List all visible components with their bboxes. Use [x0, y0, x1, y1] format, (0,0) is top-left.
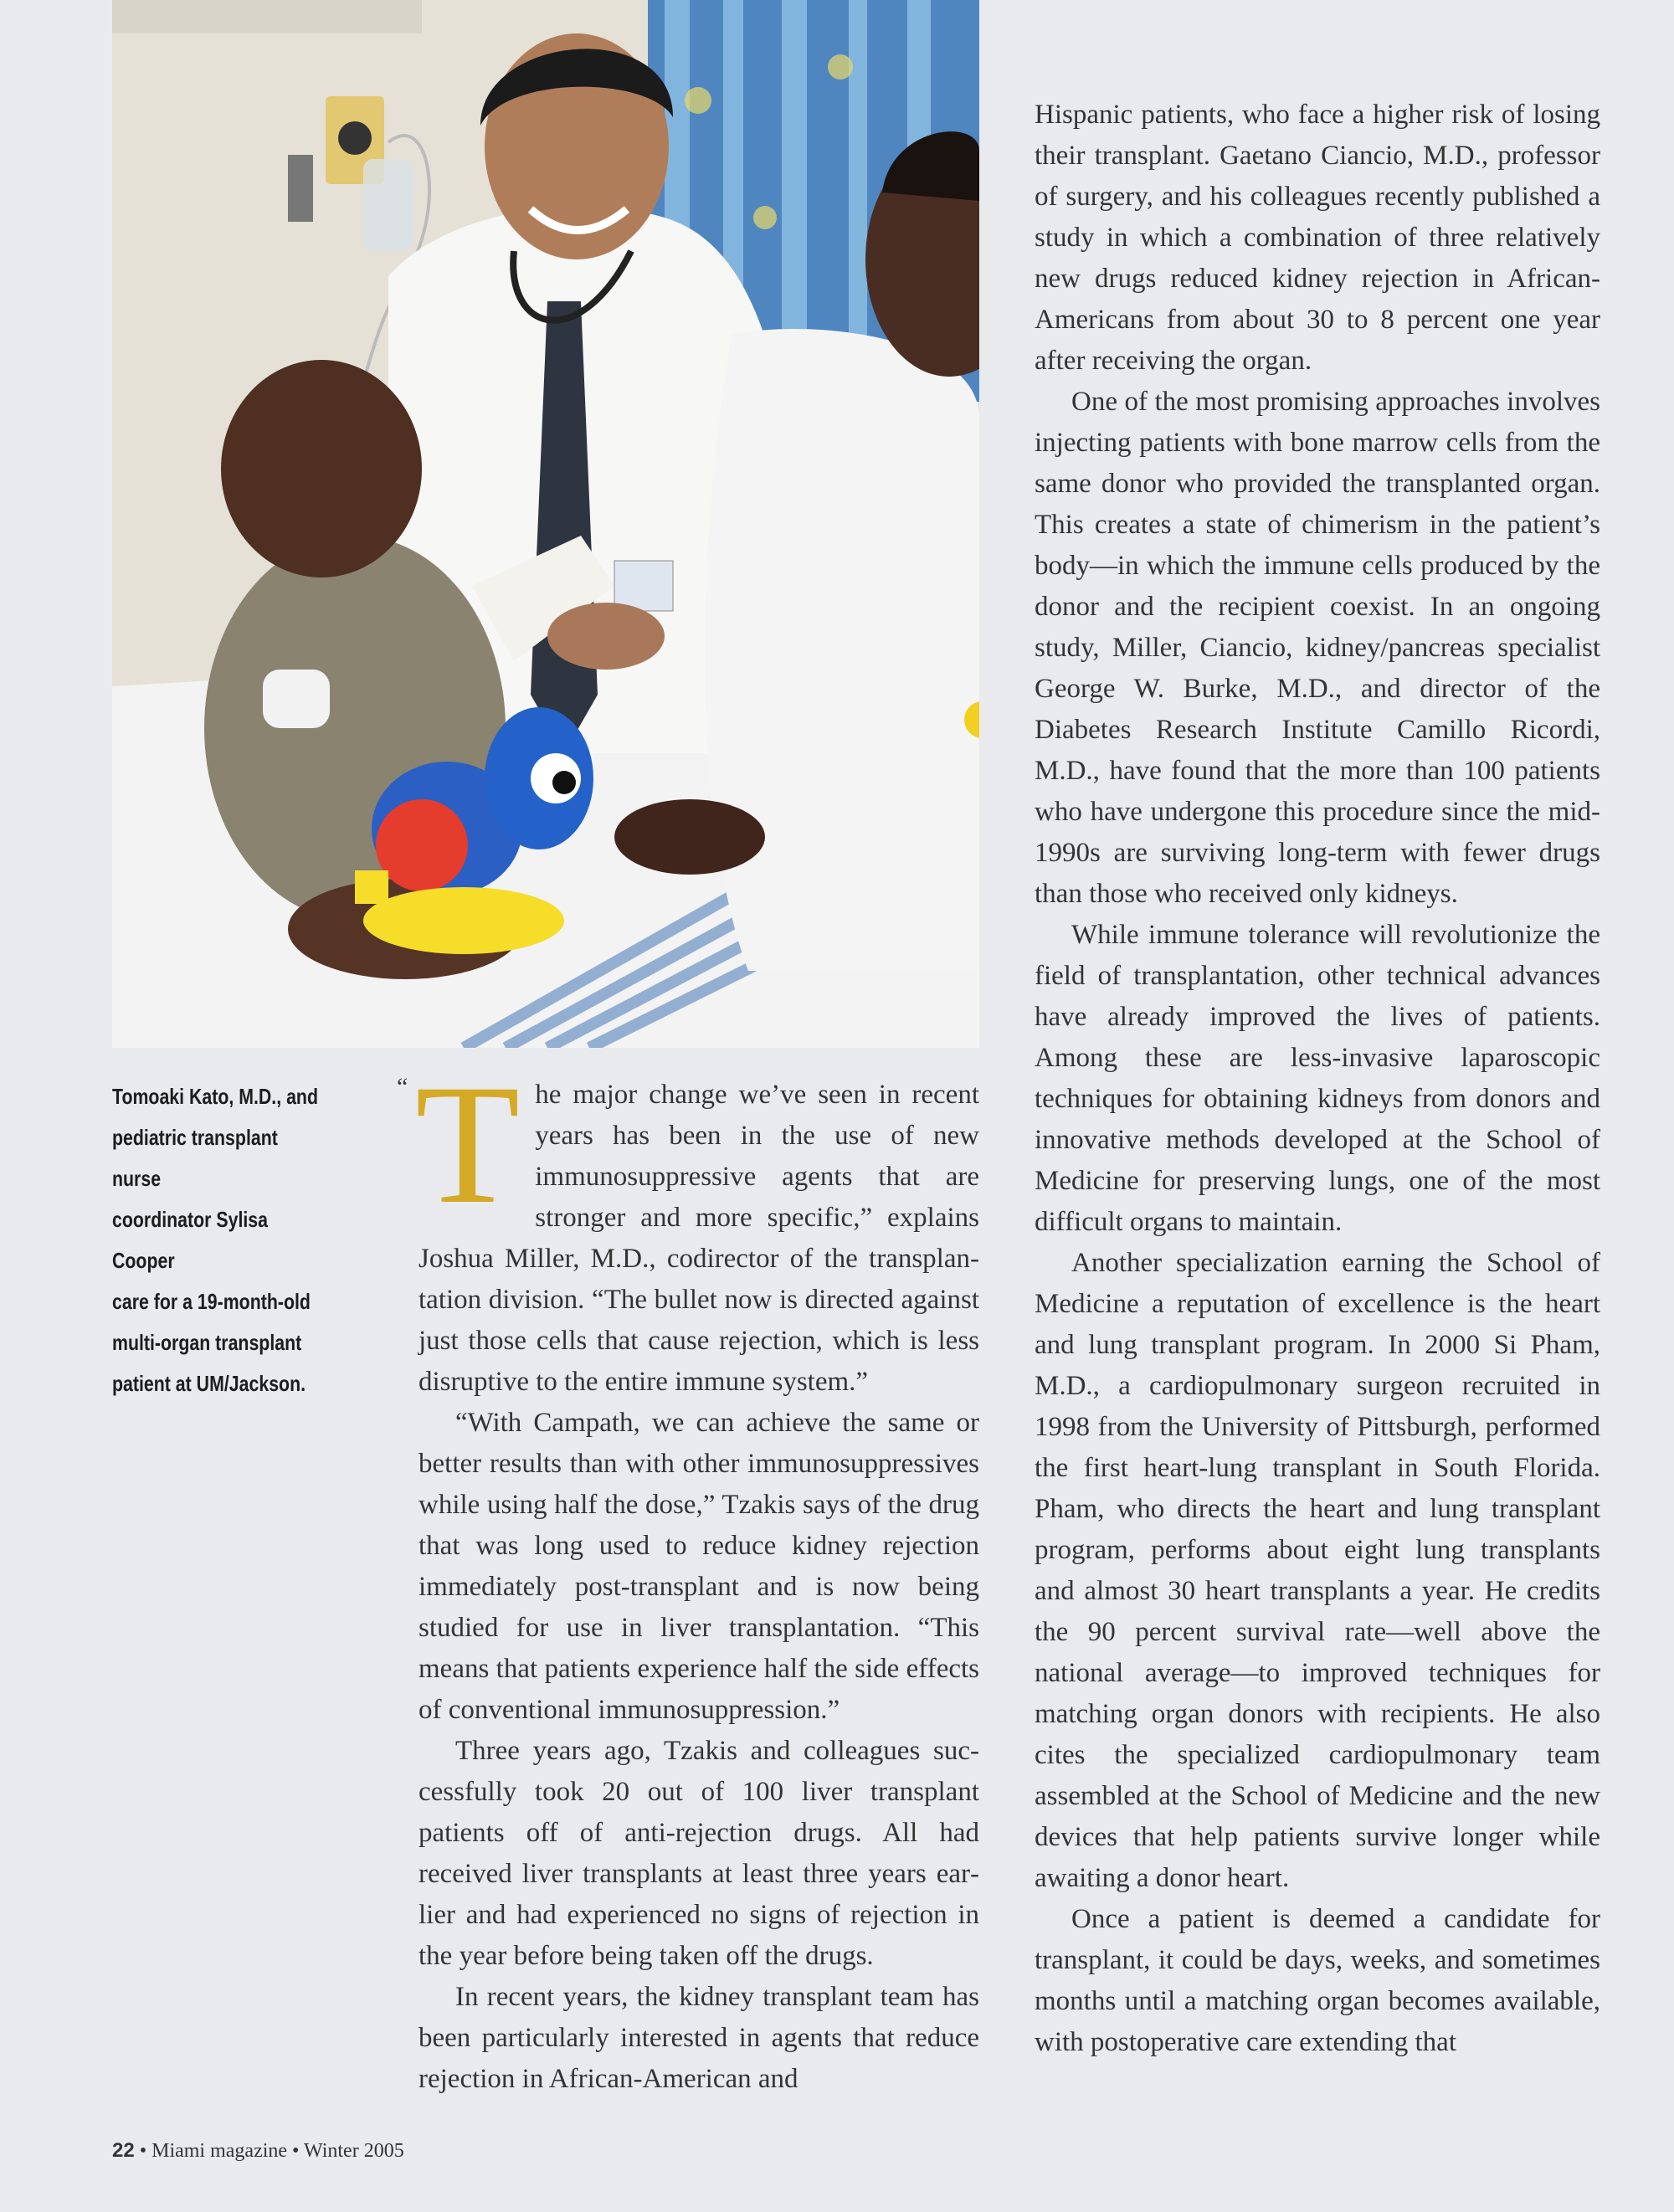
page-number: 22 [112, 2139, 135, 2162]
middle-paragraph-3: Three years ago, Tzakis and colleagues successfully took 20 out of 100 liver transplant patients off of anti-rejection drugs. All had received liver transplants at least three years earlier and had experienced no signs of rejection in the year before being taken off the drugs. [418, 1736, 979, 1971]
middle-paragraph-1-text: he major change we’ve seen in recent years has been in the use of new immunosuppressive agents that are stronger and more specific,” explains Joshua Miller, M.D., codirector of the transplantation division. “The bullet now is directed against just those cells that cause rejection, which is less disruptive to the entire immune system.” [418, 1080, 979, 1397]
publication-line: • Miami magazine • Winter 2005 [134, 2140, 404, 2162]
page-footer [112, 2139, 404, 2163]
right-column [1035, 95, 1600, 2063]
middle-paragraph-2: “With Campath, we can achieve the same or better results than with other immunosuppressives while using half the dose,” Tzakis says of the drug that was long used to reduce kidney rejection immediately post-transplant and is now being studied for use in liver transplantation. “This means that patients experience half the side effects of conventional immunosuppression.” [418, 1408, 979, 1725]
right-paragraph-1: Hispanic patients, who face a higher risk of losing their transplant. Gaetano Ciancio, M.D., professor of surgery, and his colleagues recently published a study in which a combination of three relatively new drugs reduced kidney rejection in African-Americans from about 30 to 8 percent one year after receiving the organ. [1035, 100, 1600, 376]
middle-paragraph-4: In recent years, the kidney transplant team has been particularly interested in agents that reduce rejection in African-American and [418, 1982, 979, 2094]
middle-paragraph-1 [415, 1050, 979, 1403]
right-paragraph-4: Another specialization earning the School of Medicine a reputation of excellence is the heart and lung transplant program. In 2000 Si Pham, M.D., a cardiopulmonary surgeon recruited in 1998 from the University of Pittsburgh, performed the first heart-lung transplant in South Florida. Pham, who directs the heart and lung transplant program, performs about eight lung transplants and almost 30 heart transplants a year. He credits the 90 percent survival rate—well above the national average—to improved techniques for matching organ donors with recipients. He also cites the specialized cardiopulmonary team assembled at the School of Medicine and the new devices that help patients survive longer while awaiting a donor heart. [1035, 1248, 1600, 1893]
photo-illustration [112, 0, 979, 1048]
middle-column [415, 1050, 979, 2100]
article-photo [112, 0, 979, 1048]
right-paragraph-5: Once a patient is deemed a candidate for transplant, it could be days, weeks, and sometimes months until a matching organ becomes available, with postoperative care extending that [1035, 1904, 1600, 2057]
drop-cap: T [415, 1050, 521, 1239]
right-paragraph-3: While immune tolerance will revolutionize the field of transplantation, other technical advances have already improved the lives of patients. Among these are less-invasive laparoscopic techniques for obtaining kidneys from donors and innovative methods developed at the School of Medicine for preserving lungs, one of the most difficult organs to maintain. [1035, 920, 1600, 1237]
opening-quote-mark: “ [397, 1073, 408, 1101]
photo-caption: Tomoaki Kato, M.D., and pediatric transplant nurse coordinator Sylisa Cooper care for a 19-month-old multi-organ transplant patient at UM/Jackson. [112, 1084, 318, 1396]
right-paragraph-2: One of the most promising approaches involves injecting patients with bone marrow cells from the same donor who provided the transplanted organ. This creates a state of chimerism in the patient’s body—in which the immune cells produced by the donor and the recipient coexist. In an ongoing study, Miller, Ciancio, kidney/pancreas specialist George W. Burke, M.D., and director of the Diabetes Research Institute Camillo Ricordi, M.D., have found that the more than 100 patients who have undergone this procedure since the mid-1990s are surviving long-term with fewer drugs than those who received only kidneys. [1035, 387, 1600, 909]
